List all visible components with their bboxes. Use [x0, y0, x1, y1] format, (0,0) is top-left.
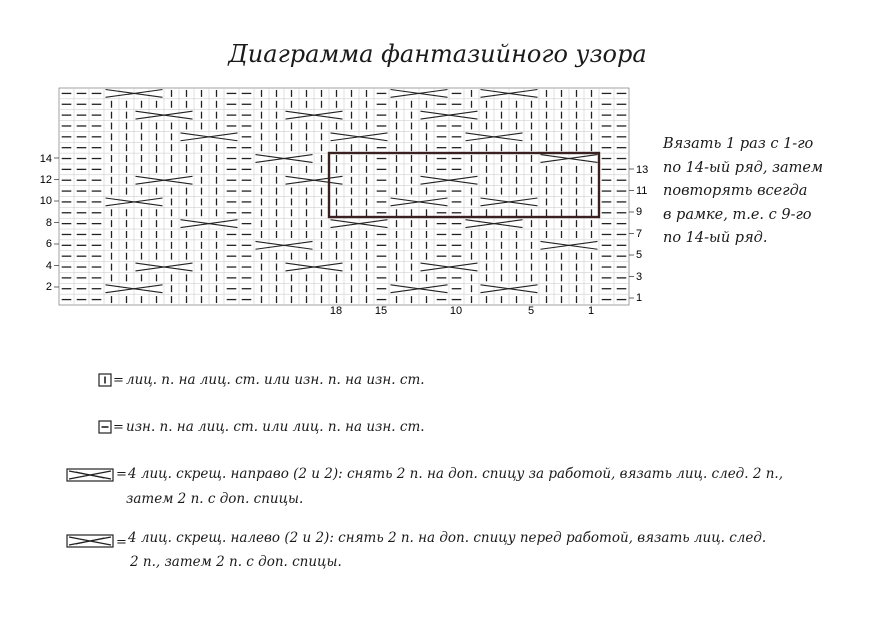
- col-label: 15: [374, 305, 388, 317]
- page-title: Диаграмма фантазийного узора: [228, 40, 647, 68]
- row-label-left: 10: [39, 195, 52, 207]
- row-label-left: 2: [45, 281, 52, 293]
- legend-cable-right-text-2: затем 2 п. с доп. спицы.: [126, 491, 304, 507]
- row-label-left: 14: [39, 153, 52, 165]
- equals-sign: =: [116, 467, 127, 482]
- legend-cable-left-text-2: 2 п., затем 2 п. с доп. спицы.: [130, 554, 342, 570]
- note-line: по 14-ый ряд.: [663, 230, 768, 246]
- row-label-left: 8: [45, 217, 52, 229]
- row-label-right: 3: [636, 271, 643, 283]
- col-label: 10: [449, 305, 463, 317]
- row-label-left: 4: [45, 260, 52, 272]
- note-line: по 14-ый ряд, затем: [663, 159, 823, 176]
- col-label: 18: [329, 305, 343, 317]
- equals-sign: =: [113, 420, 124, 435]
- note-line: в рамке, т.е. с 9-го: [663, 206, 812, 223]
- legend-purl-text: изн. п. на лиц. ст. или лиц. п. на изн. ст.: [126, 419, 425, 435]
- note-line: Вязать 1 раз с 1-го: [663, 136, 814, 152]
- col-label: 1: [587, 305, 595, 317]
- legend-knit-text: лиц. п. на лиц. ст. или изн. п. на изн. ст.: [126, 372, 425, 388]
- row-label-right: 1: [636, 292, 643, 304]
- legend-cable-right-text-1: 4 лиц. скрещ. направо (2 и 2): снять 2 п. на доп. спицу за работой, вязать лиц. след. 2 п.,: [128, 466, 783, 482]
- row-label-right: 9: [636, 206, 643, 218]
- cable-left-icon: [66, 534, 114, 548]
- row-label-left: 6: [45, 238, 52, 250]
- row-label-right: 5: [636, 249, 643, 261]
- row-label-right: 13: [636, 164, 649, 176]
- row-label-right: 11: [636, 185, 648, 197]
- equals-sign: =: [116, 535, 127, 550]
- col-label: 5: [527, 305, 535, 317]
- row-label-left: 12: [39, 174, 52, 186]
- legend-cable-left-text-1: 4 лиц. скрещ. налево (2 и 2): снять 2 п. на доп. спицу перед работой, вязать лиц. след.: [128, 530, 767, 546]
- chart-grid: [54, 88, 634, 305]
- purl-stitch-icon: [98, 420, 112, 434]
- row-label-right: 7: [636, 228, 643, 240]
- note-line: повторять всегда: [663, 183, 808, 199]
- instruction-note: [663, 133, 868, 251]
- cable-right-icon: [66, 468, 114, 482]
- equals-sign: =: [113, 373, 124, 388]
- knit-stitch-icon: [98, 373, 112, 387]
